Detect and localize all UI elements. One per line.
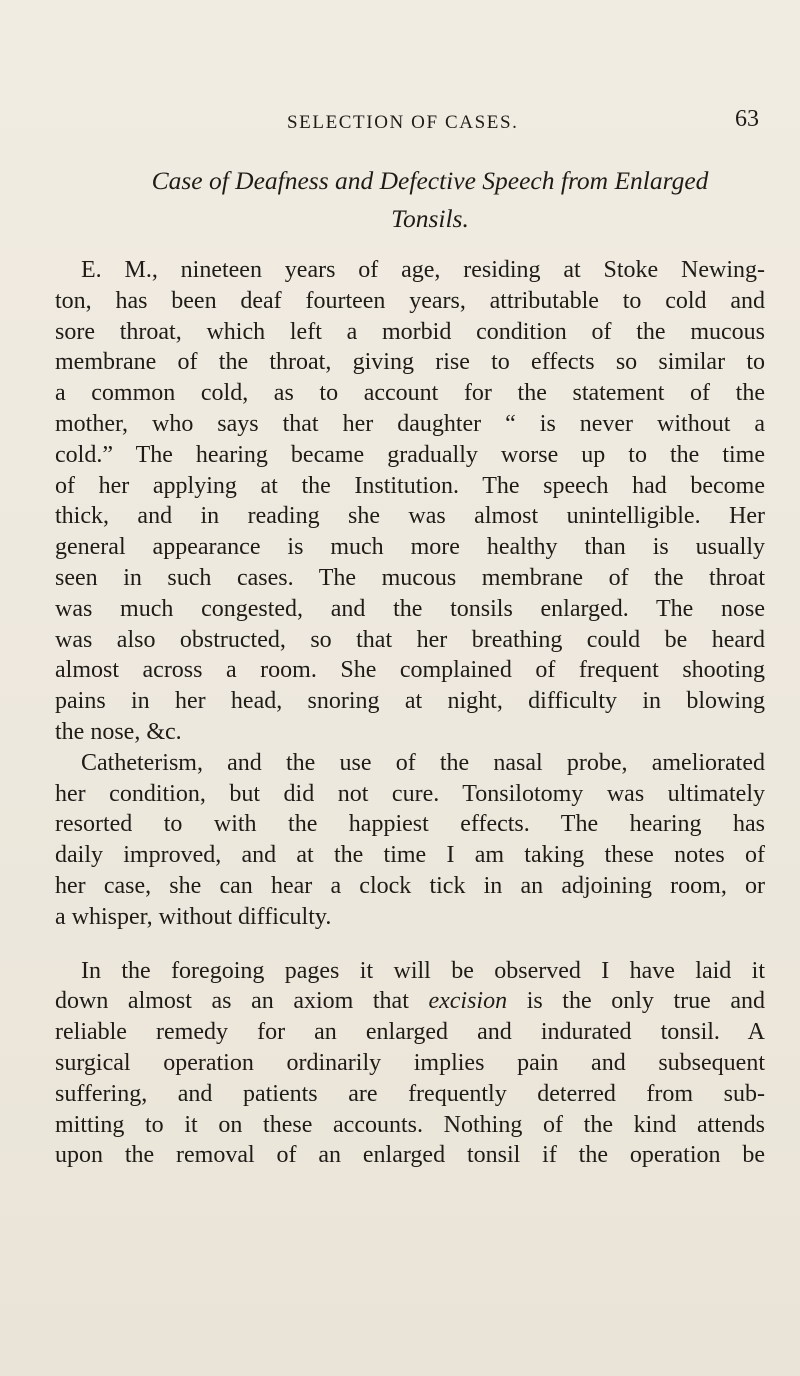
text-line: upon the removal of an enlarged tonsil if the operation be bbox=[55, 1142, 765, 1169]
text-line: was much congested, and the tonsils enlarged. The nose bbox=[55, 595, 765, 622]
running-title: SELECTION OF CASES. bbox=[287, 112, 519, 133]
text-line: her condition, but did not cure. Tonsilotomy was ultimately bbox=[55, 780, 765, 807]
text-line-with-emphasis: down almost as an axiom that excision is the only true and bbox=[55, 988, 765, 1015]
text-line: was also obstructed, so that her breathing could be heard bbox=[55, 626, 765, 653]
text-line: seen in such cases. The mucous membrane of the throat bbox=[55, 564, 765, 591]
text-line: mitting to it on these accounts. Nothing of the kind attends bbox=[55, 1111, 765, 1138]
text-line: In the foregoing pages it will be observed I have laid it bbox=[81, 957, 765, 984]
page-header bbox=[0, 106, 800, 142]
text-line: thick, and in reading she was almost unintelligible. Her bbox=[55, 503, 765, 530]
body-text bbox=[55, 255, 765, 1171]
text-line: resorted to with the happiest effects. The hearing has bbox=[55, 811, 765, 838]
text-line: pains in her head, snoring at night, difficulty in blowing bbox=[55, 688, 765, 715]
text-line: general appearance is much more healthy than is usually bbox=[55, 534, 765, 561]
text-line: cold.” The hearing became gradually worse up to the time bbox=[55, 441, 765, 468]
case-title-line: Case of Deafness and Defective Speech from Enlarged bbox=[151, 166, 709, 195]
text-line: almost across a room. She complained of frequent shooting bbox=[55, 657, 765, 684]
text-line: her case, she can hear a clock tick in an adjoining room, or bbox=[55, 872, 765, 899]
text-line: a whisper, without difficulty. bbox=[55, 903, 332, 930]
text-line: membrane of the throat, giving rise to effects so similar to bbox=[55, 349, 765, 376]
text-line: sore throat, which left a morbid condition of the mucous bbox=[55, 318, 765, 345]
text-line: reliable remedy for an enlarged and indurated tonsil. A bbox=[55, 1019, 765, 1046]
case-title bbox=[120, 162, 740, 238]
paragraph-commentary bbox=[55, 956, 765, 1172]
emphasized-word: excision bbox=[428, 988, 508, 1015]
text-line: E. M., nineteen years of age, residing at Stoke Newing- bbox=[81, 257, 765, 283]
text-line: ton, has been deaf fourteen years, attributable to cold and bbox=[55, 287, 765, 314]
text-line: mother, who says that her daughter “ is never without a bbox=[55, 410, 765, 437]
text-line: surgical operation ordinarily implies pain and subsequent bbox=[55, 1049, 765, 1076]
text-line: of her applying at the Institution. The speech had become bbox=[55, 472, 765, 499]
paragraph-case-history bbox=[55, 255, 765, 748]
paragraph-treatment bbox=[55, 748, 765, 933]
text-line: the nose, &c. bbox=[55, 718, 182, 745]
text-line: a common cold, as to account for the statement of the bbox=[55, 380, 765, 407]
page-number: 63 bbox=[735, 106, 759, 132]
text-line: Catheterism, and the use of the nasal probe, ameliorated bbox=[81, 749, 765, 776]
text-line: suffering, and patients are frequently deterred from sub- bbox=[55, 1080, 765, 1107]
case-title-line: Tonsils. bbox=[391, 204, 469, 233]
paragraph-gap bbox=[55, 933, 765, 956]
text-line: daily improved, and at the time I am taking these notes of bbox=[55, 842, 765, 869]
